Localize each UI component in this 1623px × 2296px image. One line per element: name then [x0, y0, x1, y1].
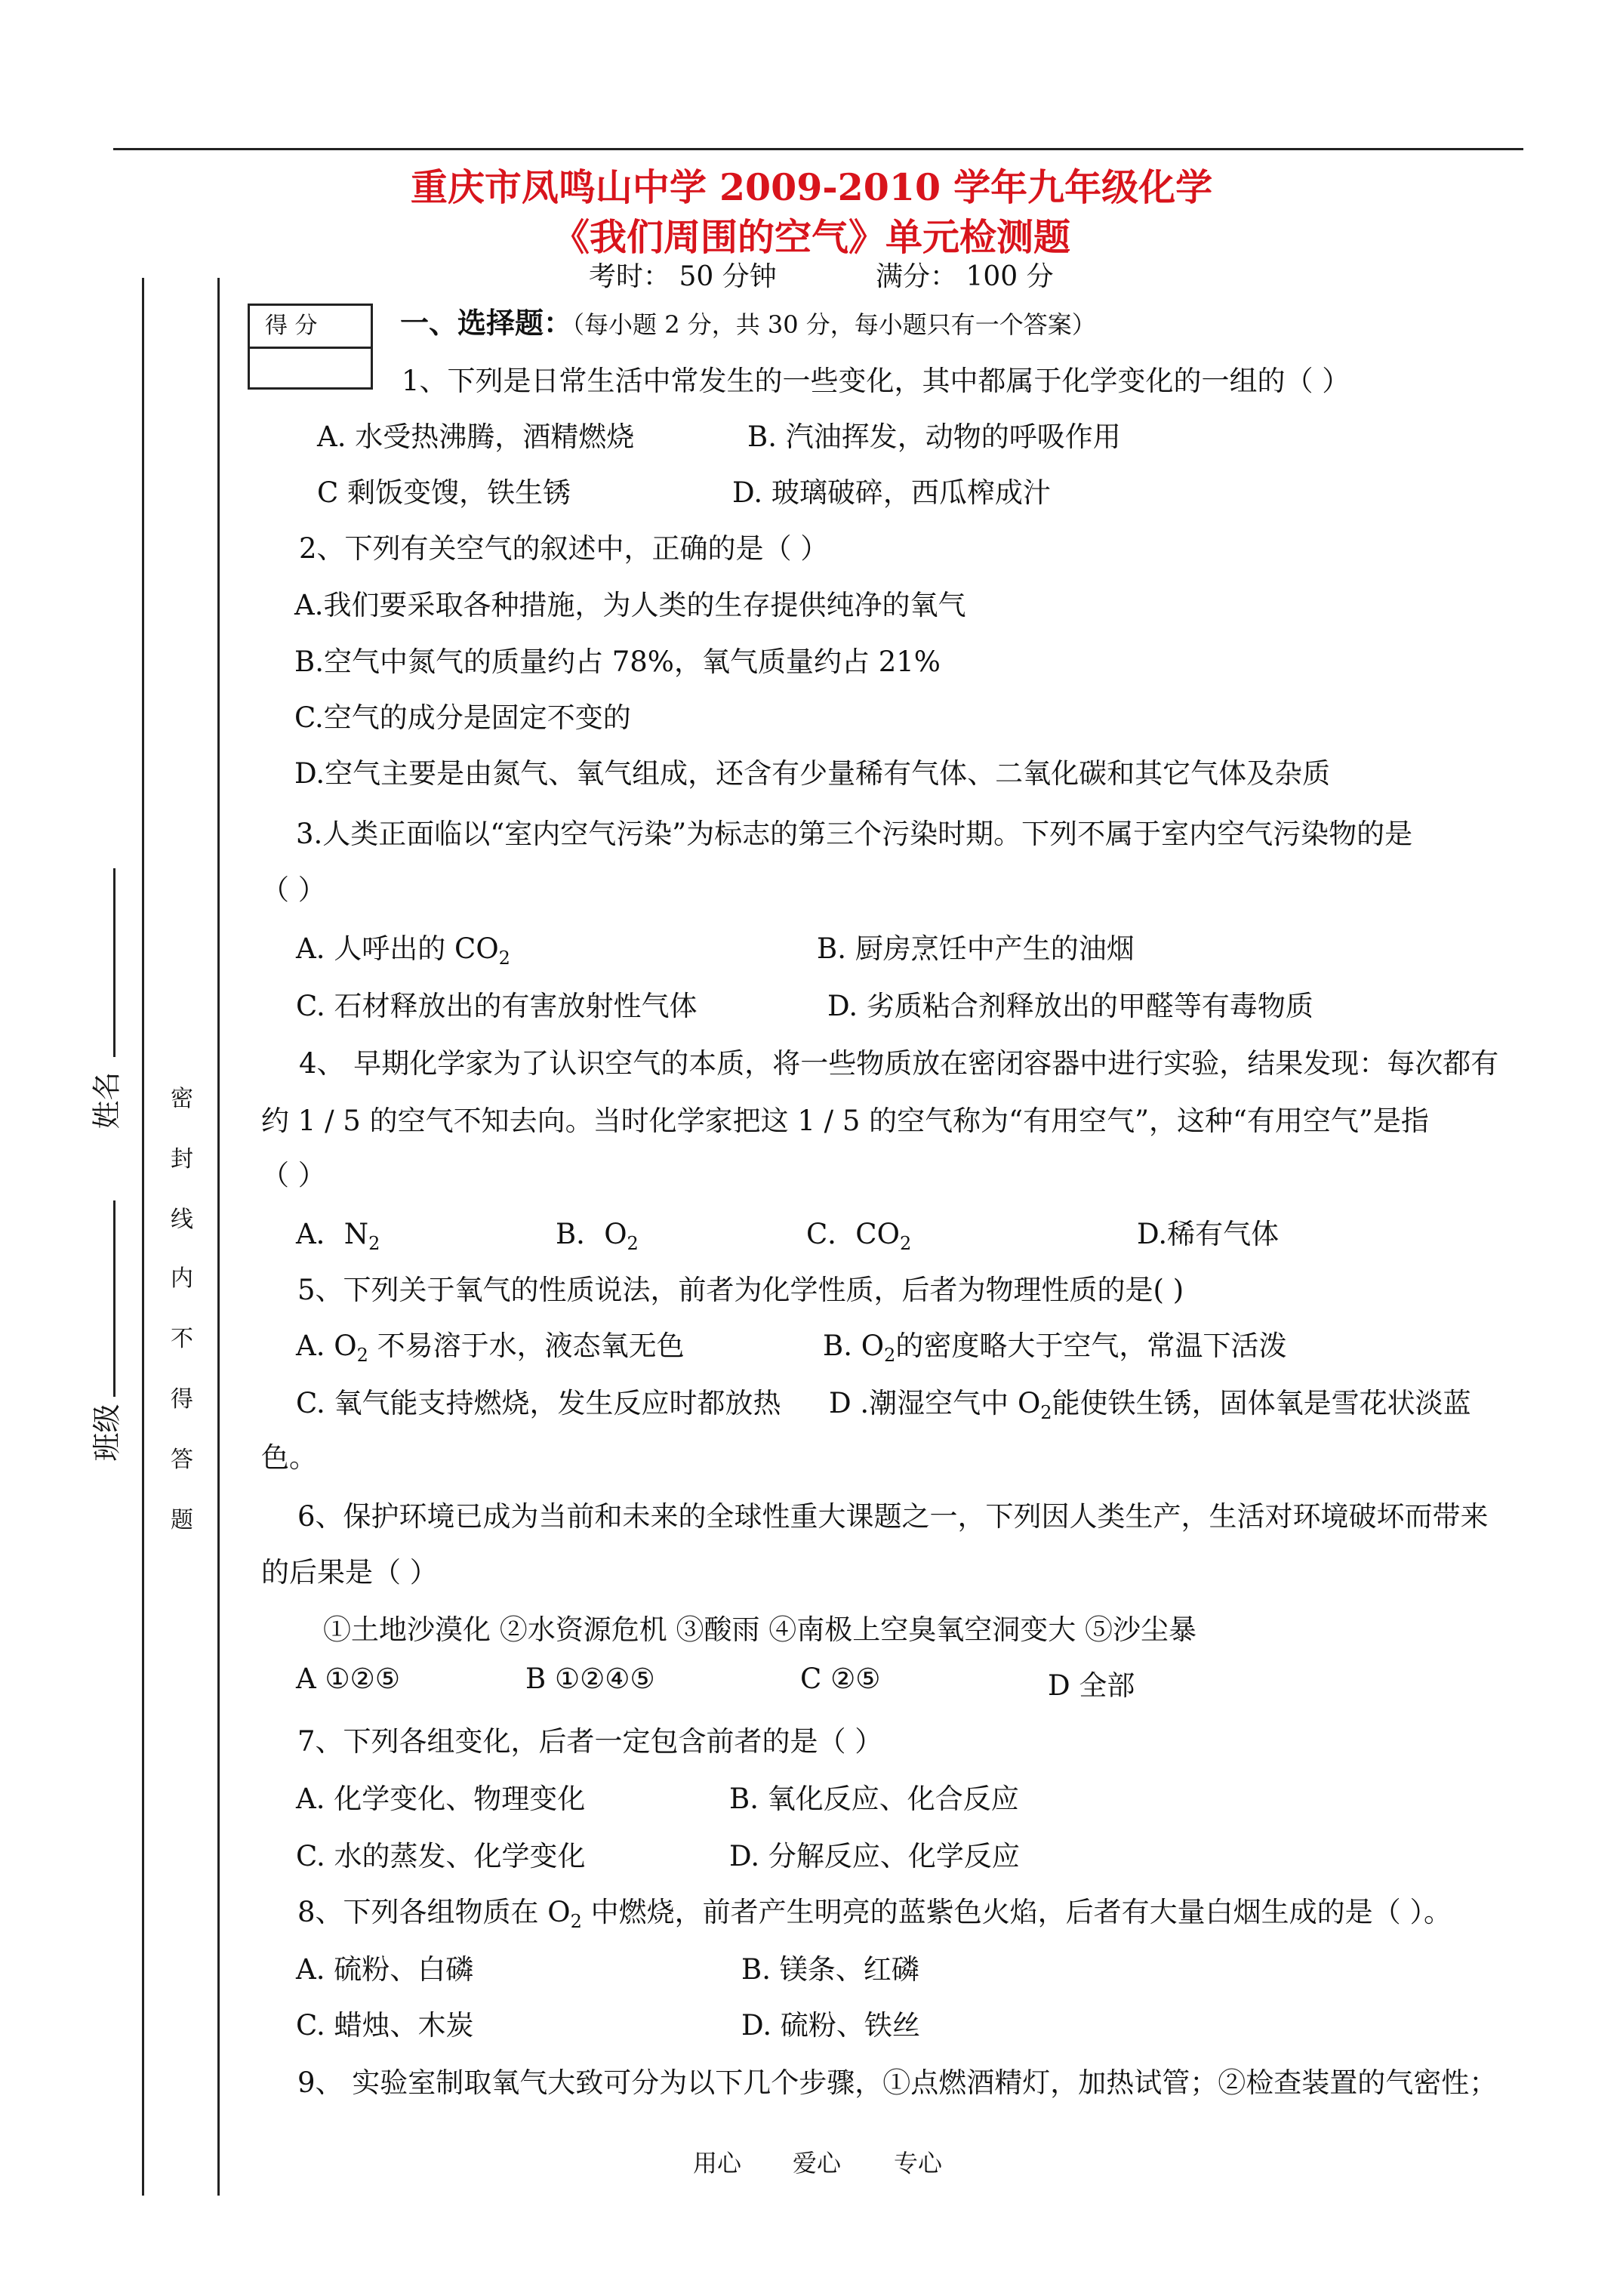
- q5-option-a-text-2: 不易溶于水，液态氧无色: [368, 1330, 685, 1362]
- q7-option-d: D. 分解反应、化学反应: [729, 1840, 1020, 1872]
- question-4: 4、 早期化学家为了认识空气的本质，将一些物质放在密闭容器中进行实验，结果发现：每次都有: [299, 1047, 1499, 1080]
- seal-char: 不: [171, 1326, 193, 1352]
- q5-option-d-text-1: D .潮湿空气中 O: [829, 1387, 1041, 1419]
- q4-option-b-sub: 2: [627, 1233, 639, 1254]
- q8-option-b: B. 镁条、红磷: [741, 1953, 919, 1986]
- q5-option-d: [829, 1380, 1471, 1423]
- q4-option-a-text: A．N: [296, 1218, 369, 1250]
- footer-text-2: 爱心: [793, 2149, 842, 2177]
- question-6: 6、保护环境已成为当前和未来的全球性重大课题之一，下列因人类生产，生活对环境破坏而带来: [297, 1500, 1489, 1533]
- q5-option-d-sub: 2: [1040, 1402, 1052, 1423]
- class-label: 班级: [90, 1404, 124, 1462]
- q2-option-a: A.我们要采取各种措施，为人类的生存提供纯净的氧气: [294, 589, 966, 621]
- q4-option-b-text: B．O: [556, 1218, 627, 1250]
- q3-option-a-sub: 2: [498, 948, 510, 969]
- q2-option-d: D.空气主要是由氮气、氧气组成，还含有少量稀有气体、二氧化碳和其它气体及杂质: [294, 757, 1331, 790]
- q2-option-b: B.空气中氮气的质量约占 78%，氧气质量约占 21%: [294, 646, 941, 678]
- q4-option-c-sub: 2: [899, 1233, 912, 1254]
- q6-option-b: B ①②④⑤: [525, 1663, 655, 1695]
- q3-paren: （ ）: [261, 874, 326, 906]
- section-title: 一、选择题：: [400, 306, 573, 340]
- q6-items: ①土地沙漠化 ②水资源危机 ③酸雨 ④南极上空臭氧空洞变大 ⑤沙尘暴: [323, 1613, 1197, 1646]
- question-8: [297, 1889, 1452, 1932]
- question-1: 1、下列是日常生活中常发生的一些变化，其中都属于化学变化的一组的（ ）: [402, 365, 1350, 397]
- question-3: 3.人类正面临以“室内空气污染”为标志的第三个污染时期。下列不属于室内空气污染物的是: [296, 818, 1413, 850]
- q3-option-a: [296, 926, 510, 969]
- q5-option-b-sub: 2: [884, 1345, 896, 1366]
- q5-option-a-sub: 2: [356, 1345, 368, 1366]
- q7-option-a: A. 化学变化、物理变化: [296, 1783, 586, 1815]
- q7-option-c: C. 水的蒸发、化学变化: [296, 1840, 586, 1872]
- q4-option-a-sub: 2: [368, 1233, 380, 1254]
- section-heading: [400, 300, 1096, 341]
- q8-option-c: C. 蜡烛、木炭: [296, 2009, 474, 2042]
- q5-option-b: [823, 1323, 1286, 1366]
- q5-option-b-text-2: 的密度略大于空气，常温下活泼: [895, 1330, 1287, 1362]
- question-8-text-2: 中燃烧，前者产生明亮的蓝紫色火焰，后者有大量白烟生成的是（ ）。: [581, 1896, 1452, 1928]
- exam-time: 考时： 50 分钟: [589, 261, 777, 292]
- question-7: 7、下列各组变化，后者一定包含前者的是（ ）: [297, 1725, 883, 1758]
- q5-option-c: C. 氧气能支持燃烧，发生反应时都放热: [296, 1387, 781, 1419]
- q1-option-b: B. 汽油挥发，动物的呼吸作用: [747, 421, 1121, 453]
- binding-line-left: [142, 278, 144, 2196]
- q6-option-a: A ①②⑤: [296, 1663, 400, 1695]
- q2-option-c: C.空气的成分是固定不变的: [294, 701, 631, 734]
- name-label: 姓名: [90, 1071, 124, 1130]
- binding-line-right: [217, 278, 220, 2196]
- seal-char: 内: [171, 1265, 193, 1292]
- q3-option-c: C. 石材释放出的有害放射性气体: [296, 990, 698, 1022]
- q8-option-a: A. 硫粉、白磷: [296, 1953, 474, 1986]
- q6-option-d: D 全部: [1048, 1669, 1135, 1702]
- footer-text-1: 用心: [693, 2149, 742, 2177]
- q1-option-a: A. 水受热沸腾，酒精燃烧: [317, 421, 635, 453]
- footer-text-3: 专心: [894, 2149, 943, 2177]
- question-8-text-1: 8、下列各组物质在 O: [297, 1896, 571, 1928]
- question-2: 2、下列有关空气的叙述中，正确的是（ ）: [299, 532, 829, 565]
- score-box: [248, 304, 373, 390]
- class-underline: [113, 1200, 115, 1397]
- q6-option-c: C ②⑤: [800, 1663, 881, 1695]
- question-4-line-2: 约 1 / 5 的空气不知去向。当时化学家把这 1 / 5 的空气称为“有用空气”，这种“有用空气”是指: [261, 1105, 1429, 1137]
- seal-char: 答: [171, 1447, 193, 1473]
- question-9: 9、 实验室制取氧气大致可分为以下几个步骤，①点燃酒精灯，加热试管；②检查装置的气密性；: [297, 2066, 1498, 2099]
- question-8-sub: 2: [570, 1911, 582, 1932]
- q5-option-a-text-1: A. O: [296, 1330, 357, 1362]
- score-label: 得 分: [250, 306, 371, 349]
- q4-option-b: [556, 1211, 639, 1254]
- seal-char: 封: [171, 1146, 193, 1173]
- seal-char: 线: [171, 1207, 193, 1233]
- seal-char: 题: [171, 1507, 193, 1533]
- name-underline: [113, 868, 115, 1057]
- q3-option-a-text: A. 人呼出的 CO: [296, 932, 499, 965]
- title-line-1: 重庆市凤鸣山中学 2009-2010 学年九年级化学: [410, 165, 1213, 209]
- question-5: 5、下列关于氧气的性质说法，前者为化学性质，后者为物理性质的是( ): [297, 1274, 1184, 1306]
- q5-option-a: [296, 1323, 685, 1366]
- q1-option-d: D. 玻璃破碎，西瓜榨成汁: [732, 476, 1051, 509]
- seal-char: 得: [171, 1386, 193, 1413]
- q4-option-c: [806, 1211, 911, 1254]
- title-line-2: 《我们周围的空气》单元检测题: [552, 215, 1070, 259]
- q4-option-d: D.稀有气体: [1137, 1218, 1280, 1250]
- question-6-line-2: 的后果是（ ）: [261, 1556, 438, 1589]
- q3-option-b: B. 厨房烹饪中产生的油烟: [817, 932, 1135, 965]
- seal-char: 密: [171, 1086, 193, 1112]
- q8-option-d: D. 硫粉、铁丝: [741, 2009, 920, 2042]
- q4-option-c-text: C．CO: [806, 1218, 900, 1250]
- q5-option-d-line-2: 色。: [261, 1441, 317, 1474]
- q3-option-d: D. 劣质粘合剂释放出的甲醛等有毒物质: [827, 990, 1313, 1022]
- full-score: 满分： 100 分: [876, 261, 1054, 292]
- q1-option-c: C 剩饭变馊，铁生锈: [317, 476, 571, 509]
- section-note: （每小题 2 分，共 30 分，每小题只有一个答案）: [572, 310, 1096, 339]
- top-rule: [113, 148, 1523, 150]
- q4-paren: （ ）: [261, 1159, 326, 1191]
- q5-option-b-text-1: B. O: [823, 1330, 885, 1362]
- q7-option-b: B. 氧化反应、化合反应: [729, 1783, 1019, 1815]
- q4-option-a: [296, 1211, 380, 1254]
- q5-option-d-text-2: 能使铁生锈，固体氧是雪花状淡蓝: [1052, 1387, 1471, 1419]
